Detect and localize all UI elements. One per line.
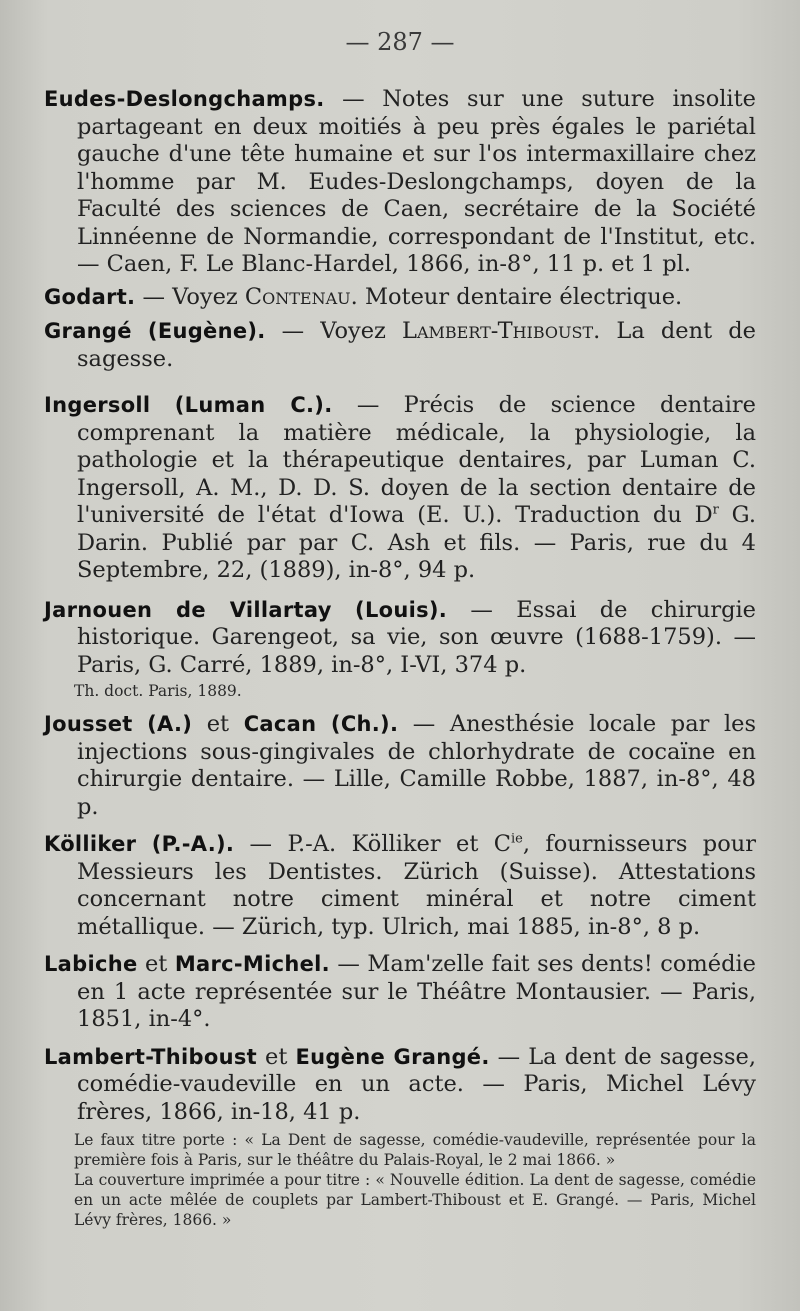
entry-conjunction: et bbox=[192, 711, 244, 737]
bibliography-entry bbox=[44, 86, 756, 279]
entry-text: G. Darin. Publié par par C. Ash et fils. — Paris, rue du 4 Septembre, 22, (1889), in-8°, 94 p. bbox=[77, 502, 756, 583]
entry-cross-reference: Lambert-Thiboust bbox=[402, 318, 594, 344]
entry-author: Ingersoll bbox=[44, 393, 151, 417]
entry-coauthor: Eugène Grangé. bbox=[295, 1044, 490, 1069]
entry-text: . Moteur dentaire électrique. bbox=[350, 283, 683, 310]
entry-superscript: ie bbox=[510, 831, 523, 847]
entry-text: — Mam'zelle fait ses dents! comédie en 1 acte représentée sur le Théâtre Montausier. — Paris, 1851, in-4°. bbox=[77, 951, 756, 1032]
entry-text: — Voyez bbox=[265, 318, 403, 344]
entry-coauthor: Cacan bbox=[243, 712, 317, 736]
entry-author-given-name: (Eugène). bbox=[147, 319, 266, 343]
entry-main bbox=[44, 597, 756, 680]
entry-author: Eudes-Deslongchamps. bbox=[44, 87, 325, 111]
entry-author-initial: (P.-A.). bbox=[151, 832, 235, 856]
entry-text: — La dent de sagesse, comédie-vaudeville en un acte. — Paris, Michel Lévy frères, 1866, in-18, 41 p. bbox=[77, 1043, 756, 1125]
entry-text: — P.-A. Kölliker et C bbox=[234, 831, 511, 857]
bibliography-list bbox=[44, 86, 756, 1230]
entry-author: Kölliker bbox=[44, 832, 137, 856]
entry-author: Godart. bbox=[44, 284, 136, 309]
entry-note: Th. doct. Paris, 1889. bbox=[74, 682, 242, 700]
entry-conjunction: et bbox=[256, 1043, 296, 1070]
entry-note: Le faux titre porte : « La Dent de sagesse, comédie-vaudeville, représentée pour la première fois à Paris, sur le théâtre du Palais-Royal, le 2 mai 1866. » bbox=[74, 1131, 756, 1169]
entry-conjunction: et bbox=[137, 951, 175, 977]
bibliography-entry bbox=[44, 1044, 756, 1231]
entry-coauthor-initial: (Ch.). bbox=[330, 712, 399, 736]
entry-text: — Précis de science dentaire comprenant la matière médicale, la physiologie, la pathologie et la thérapeutique dentaires, par Luman C. Ingersoll, A. M., D. D. S. doyen de la section dentaire de l'université de l'état d'Iowa (E. U.). Traduction du D bbox=[77, 392, 756, 528]
bibliography-entry bbox=[44, 284, 756, 312]
bibliography-entry bbox=[44, 597, 756, 702]
entry-text: — Essai de chirurgie historique. Garengeot, sa vie, son œuvre (1688-1759). — Paris, G. Carré, 1889, in-8°, I-VI, 374 p. bbox=[77, 596, 756, 678]
entry-note: La couverture imprimée a pour titre : « Nouvelle édition. La dent de sagesse, comédie en un acte mêlée de couplets par Lambert-Thiboust et E. Grangé. — Paris, Michel Lévy frères, 1866. » bbox=[74, 1171, 756, 1229]
bibliography-entry bbox=[44, 831, 756, 941]
entry-text: — Voyez bbox=[142, 283, 245, 310]
entry-author-initial: (A.) bbox=[147, 712, 193, 736]
bibliography-entry bbox=[44, 392, 756, 585]
entry-author: Jarnouen de Villartay bbox=[44, 597, 332, 622]
bibliography-entry bbox=[44, 711, 756, 821]
entry-author-given-name: (Luman C.). bbox=[174, 393, 333, 417]
entry-author: Labiche bbox=[44, 952, 138, 976]
entry-main bbox=[44, 1044, 756, 1127]
entry-text: , fournisseurs pour Messieurs les Dentistes. Zürich (Suisse). Attestations concernant notre ciment minéral et notre ciment métallique. — Zürich, typ. Ulrich, mai 1885, in-8°, 8 p. bbox=[77, 831, 756, 940]
entry-coauthor: Marc-Michel. bbox=[174, 952, 330, 976]
entry-text: — Notes sur une suture insolite partageant en deux moitiés à peu près égales le pariétal gauche d'une tête humaine et sur l'os intermaxillaire chez l'homme par M. Eudes-Deslongchamps, doyen de la Faculté des sciences de Caen, secrétaire de la Société Linnéenne de Normandie, correspondant de l'Institut, etc. — Caen, F. Le Blanc-Hardel, 1866, in-8°, 11 p. et 1 pl. bbox=[77, 86, 756, 277]
bibliography-entry bbox=[44, 318, 756, 373]
entry-author: Jousset bbox=[44, 712, 133, 736]
entry-author-given-name: (Louis). bbox=[355, 597, 448, 622]
entry-superscript: r bbox=[712, 502, 719, 518]
entry-author: Lambert-Thiboust bbox=[44, 1044, 257, 1069]
page-number: — 287 — bbox=[345, 28, 455, 56]
bibliography-entry bbox=[44, 951, 756, 1034]
entry-cross-reference: Contenau bbox=[244, 283, 351, 310]
entry-author: Grangé bbox=[44, 319, 132, 343]
entry-text: . La dent de sagesse. bbox=[77, 318, 756, 372]
entry-text: — Anesthésie locale par les injections sous-gingivales de chlorhydrate de cocaïne en chirurgie dentaire. — Lille, Camille Robbe, 1887, in-8°, 48 p. bbox=[77, 711, 757, 820]
